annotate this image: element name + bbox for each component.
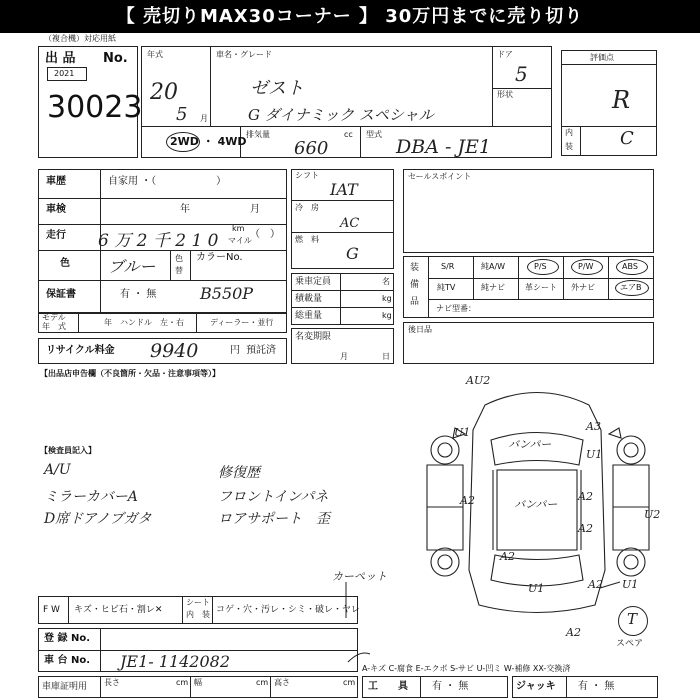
height-label: 高さ — [274, 678, 290, 687]
interior-label-1: 内 — [565, 128, 573, 137]
seller-report-label: 【出品店申告欄（不良箇所・欠品・注意事項等）】 — [40, 369, 220, 378]
interior-label: 内 装 — [186, 610, 210, 619]
mileage-value: 6 万 2 千 2 1 0 — [98, 231, 219, 251]
chassis-label: 車 台 No. — [44, 655, 91, 666]
gross-weight-unit: kg — [382, 311, 392, 320]
mark-a2-rr: A2 — [588, 578, 603, 591]
spare-mark: T — [627, 610, 638, 628]
shift-label: シフト — [295, 171, 319, 180]
mark-a2-right: A2 — [578, 490, 593, 503]
width-unit: cm — [256, 678, 269, 687]
equip-ps: P/S — [534, 262, 547, 271]
ps-circle — [527, 259, 559, 275]
interior-damage-types: コゲ・穴・汚レ・シミ・破レ・ヤレ — [216, 605, 360, 615]
height-unit: cm — [343, 678, 356, 687]
capacity-label: 乗車定員 — [295, 277, 332, 287]
load-label: 積載量 — [295, 294, 323, 304]
model-label-2: 年 式 — [42, 322, 66, 331]
banner-title: 【 売切りMAX30コーナー 】 30万円までに売り切り — [0, 0, 700, 33]
inspector-right-3: ロアサポート 歪 — [218, 511, 330, 527]
inspection-year-unit: 年 — [180, 204, 190, 215]
color-no: B550P — [200, 284, 254, 303]
damage-legend: A-キズ C-腐食 E-エクボ S-サビ U-凹ミ W-補修 XX-交換済 — [362, 664, 571, 673]
equip-genuine-navi: 純ナビ — [481, 283, 505, 292]
recycle-value: 9940 — [150, 340, 199, 362]
inspection-label: 車検 — [46, 204, 66, 215]
chassis-number: JE1- 1142082 — [120, 652, 231, 671]
pw-circle — [571, 259, 603, 275]
inspector-left-3: D席ドアノブガタ — [44, 511, 152, 527]
jack-label: ジャッキ — [516, 681, 556, 692]
model-code: DBA - JE1 — [396, 136, 491, 158]
recycle-label: リサイクル料金 — [46, 345, 115, 356]
equip-leather-seat: 革シート — [525, 283, 557, 292]
inspector-left-2: ミラーカバーA — [44, 489, 138, 505]
model-code-label: 型式 — [366, 130, 382, 139]
fw-label: F W — [43, 605, 60, 615]
recycle-unit: 円 — [230, 345, 240, 356]
airbag-circle — [615, 280, 649, 296]
history-label: 車歴 — [46, 176, 66, 187]
annotation-lines — [340, 578, 640, 668]
spare-label: スペア — [616, 639, 644, 649]
mark-bumper-front: バンパー — [508, 438, 552, 451]
navi-model-label: ナビ型番： — [436, 304, 476, 313]
month-value: 5 — [176, 104, 188, 125]
drive-options: 2WD ・ 4WD — [170, 135, 247, 148]
equip-other-navi: 外ナビ — [571, 283, 595, 292]
mark-carpet: カーペット — [332, 570, 387, 583]
displacement-value: 660 — [294, 138, 329, 159]
mark-a3: A3 — [586, 420, 601, 433]
year-box — [47, 67, 87, 81]
aircon-value: AC — [340, 216, 360, 231]
fuel-value: G — [346, 244, 359, 263]
equip-sunroof: S/R — [441, 262, 455, 271]
notes-label: 後日品 — [408, 325, 432, 334]
lot-label: 出 品 — [45, 51, 76, 66]
year-label: 年式 — [147, 50, 163, 59]
mark-u1-right: U1 — [586, 448, 603, 461]
mark-u2: U2 — [644, 508, 661, 521]
mileage-label: 走行 — [46, 230, 66, 241]
mile-unit: マイル — [228, 236, 252, 245]
gross-weight-label: 総重量 — [295, 311, 323, 321]
tone-1: 色 — [175, 254, 183, 263]
recycle-note: 預託済 — [246, 345, 276, 356]
equip-abs: ABS — [622, 262, 638, 271]
aircon-label: 冷 房 — [295, 203, 319, 212]
interior-label-2: 装 — [565, 142, 573, 151]
lot-no-label: No. — [103, 51, 128, 66]
car-name-label: 車名・グレード — [216, 50, 272, 59]
sales-point-label: セールスポイント — [408, 172, 472, 181]
car-name: ゼスト — [250, 78, 304, 99]
shift-value: IAT — [330, 180, 358, 199]
shape-label: 形状 — [497, 90, 513, 99]
warranty-label: 保証書 — [46, 289, 76, 300]
door-label: ドア — [497, 50, 513, 59]
km-unit: km — [232, 224, 245, 233]
reg-day-unit: 日 — [382, 352, 390, 361]
tone-2: 替 — [175, 266, 183, 275]
reg-change-label: 名変期限 — [295, 332, 332, 342]
warranty-value: 有 ・ 無 — [120, 289, 157, 300]
inspector-left-1: A/U — [44, 462, 71, 478]
color-no-label: カラーNo. — [196, 252, 243, 263]
cc-unit: cc — [344, 130, 353, 139]
mark-a2-mid: A2 — [578, 522, 593, 535]
inspector-label: 【検査員記入】 — [40, 446, 96, 455]
mark-u1-left: U1 — [454, 426, 471, 439]
lot-box — [38, 46, 143, 158]
equip-genuine-tv: 純TV — [437, 283, 456, 292]
year-value: 20 — [150, 80, 178, 105]
mark-a2-bl: A2 — [500, 550, 515, 563]
car-grade: G ダイナミック スペシャル — [248, 106, 434, 124]
registration-label: 登 録 No. — [44, 633, 91, 644]
reg-month-unit: 月 — [340, 352, 348, 361]
mark-u1-rr: U1 — [622, 578, 639, 591]
tools-label: 工 具 — [368, 681, 408, 692]
mark-bumper-mid: バンパー — [514, 498, 558, 511]
displacement-label: 排気量 — [246, 130, 270, 139]
inspector-right-2: フロントインパネ — [218, 489, 329, 505]
tools-value: 有 ・ 無 — [432, 681, 469, 692]
equip-label-3: 品 — [410, 297, 420, 307]
mileage-paren: （ ） — [250, 229, 280, 240]
equip-genuine-aw: 純A/W — [481, 262, 506, 271]
handle-option: ハンドル 左・右 — [120, 318, 184, 327]
equip-pw: P/W — [578, 262, 594, 271]
door-value: 5 — [515, 62, 528, 86]
mark-au2: AU2 — [466, 374, 491, 387]
color-label: 色 — [60, 258, 70, 269]
equip-label-1: 装 — [410, 263, 420, 273]
color-value: ブルー — [108, 257, 156, 276]
rating-value: R — [612, 86, 631, 114]
equip-label-2: 備 — [410, 280, 420, 290]
abs-circle — [616, 259, 648, 275]
inspector-right-1: 修復歴 — [218, 465, 260, 481]
interior-value: C — [620, 128, 634, 149]
length-unit: cm — [176, 678, 189, 687]
length-label: 長さ — [104, 678, 120, 687]
fuel-label: 燃 料 — [295, 235, 319, 244]
dealer-option: ディーラー・並行 — [210, 318, 274, 327]
model-label-1: モデル — [42, 313, 66, 322]
seat-label: シート — [186, 598, 210, 607]
history-value: 自家用 ・（ ） — [108, 176, 227, 187]
rating-box — [561, 50, 657, 156]
jack-value: 有 ・ 無 — [578, 681, 615, 692]
capacity-unit: 名 — [382, 277, 390, 286]
drive-circle — [166, 132, 200, 152]
fw-damage-types: キズ・ヒビ石・割レ✕ — [74, 605, 163, 615]
garage-label: 車庫証明用 — [42, 682, 88, 692]
month-unit: 月 — [200, 114, 208, 123]
mark-a2-bottom: A2 — [566, 626, 581, 639]
load-unit: kg — [382, 294, 392, 303]
rating-label: 評価点 — [590, 53, 614, 62]
equip-airbag: エアB — [620, 283, 642, 292]
mark-u1-rear: U1 — [528, 582, 545, 595]
mark-a2-left: A2 — [460, 494, 475, 507]
inspection-month-unit: 月 — [250, 204, 260, 215]
width-label: 幅 — [194, 678, 202, 687]
form-note: （複合機）対応用紙 — [44, 34, 116, 43]
model-year-unit: 年 — [104, 318, 112, 327]
year-box-value: 2021 — [54, 69, 75, 78]
notes-box — [403, 322, 654, 364]
lot-number: 30023 — [47, 90, 143, 125]
